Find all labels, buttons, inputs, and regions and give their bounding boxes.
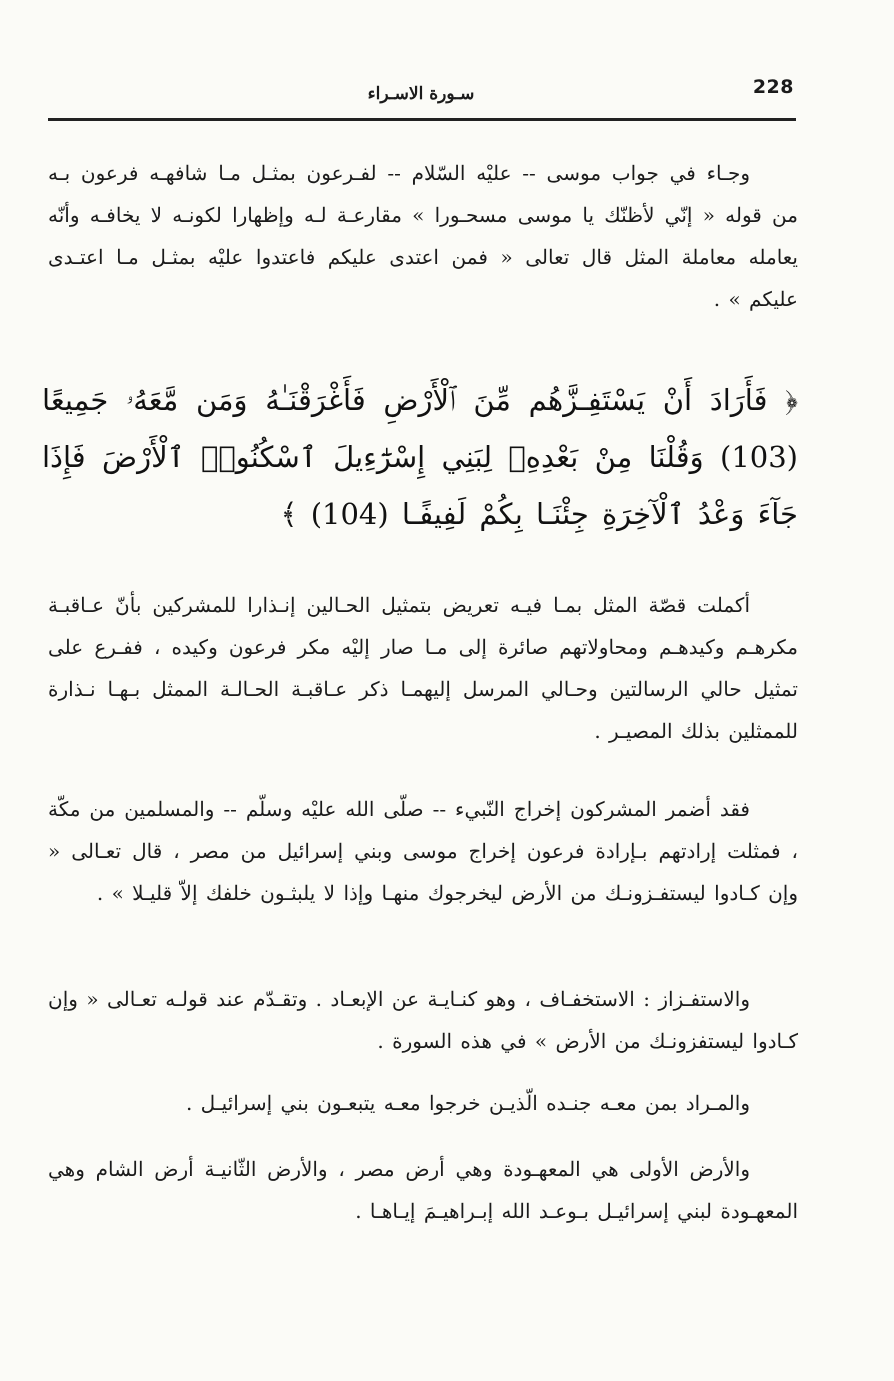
- paragraph-6-text: والأرض الأولى هي المعهـودة وهي أرض مصر ، والأرض الثّانيـة أرض الشام وهي المعهـودة لبني إسرائيـل بـوعـد الله إبـراهيـمَ إيـاهـا .: [48, 1157, 798, 1223]
- page-header: [48, 74, 794, 114]
- paragraph-2: [48, 584, 798, 752]
- running-title: سـورة الاسـراء: [367, 84, 475, 104]
- paragraph-5-text: والمـراد بمن معـه جنـده الّذيـن خرجوا معـه يتبعـون بني إسرائيـل .: [185, 1091, 750, 1115]
- paragraph-5: [48, 1082, 798, 1124]
- paragraph-3: [48, 788, 798, 914]
- quran-verse: [42, 372, 798, 543]
- paragraph-4: [48, 978, 798, 1062]
- paragraph-1: [48, 152, 798, 320]
- paragraph-1-text: وجـاء في جواب موسى -- عليْه السّلام -- لفـرعون بمثـل مـا شافهـه فرعون بـه من قوله « إنّي لأظنّك يا موسى مسحـورا » مقارعـة لـه وإظهارا لكونـه لا يخافـه وأنّه يعامله معاملة المثل قال تعالى « فمن اعتدى عليكم فاعتدوا عليْه بمثـل مـا اعتـدى عليكم » .: [48, 161, 798, 311]
- paragraph-3-text: فقد أضمر المشركون إخراج النّبيء -- صلّى الله عليْه وسلّم -- والمسلمين من مكّة ، فمثلت إرادتهم بـإرادة فرعون إخراج موسى وبني إسرائيل من مصر ، قال تعـالى « وإن كـادوا ليستفـزونـك من الأرض ليخرجوك منهـا وإذا لا يلبثـون خلفك إلاّ قليـلا » .: [48, 797, 798, 905]
- header-rule: [48, 118, 796, 121]
- quran-verse-text: ﴿ فَأَرَادَ أَنْ يَسْتَفِـزَّهُم مِّنَ ٱلْأَرْضِ فَأَغْرَقْنَـٰهُ وَمَن مَّعَهُۥ جَمِيعًا (103) وَقُلْنَا مِنْ بَعْدِهِۦ لِبَنِي إِسْرَٰٓءِيلَ ٱسْكُنُوا۟ ٱلْأَرْضَ فَإِذَا جَآءَ وَعْدُ ٱلْآخِرَةِ جِئْنَـا بِكُمْ لَفِيفًـا (104) ﴾: [42, 383, 798, 531]
- paragraph-4-text: والاستفـزاز : الاستخفـاف ، وهو كنـايـة عن الإبعـاد . وتقـدّم عند قولـه تعـالى « وإن كـادوا ليستفزونـك من الأرض » في هذه السورة .: [48, 987, 798, 1053]
- paragraph-6: [48, 1148, 798, 1232]
- paragraph-2-text: أكملت قصّة المثل بمـا فيـه تعريض بتمثيل الحـالين إنـذارا للمشركين بأنّ عـاقبـة مكرهـم وكيدهـم ومحاولاتهم صائرة إلى مـا صار إليْه مكر فرعون وكيده ، ففـرع على تمثيل حالي الرسالتين وحـالي المرسل إليهمـا ذكر عـاقبـة الحـالـة الممثل بـهـا نـذارة للممثلين بذلك المصيـر .: [48, 593, 798, 743]
- page-number: 228: [752, 76, 794, 98]
